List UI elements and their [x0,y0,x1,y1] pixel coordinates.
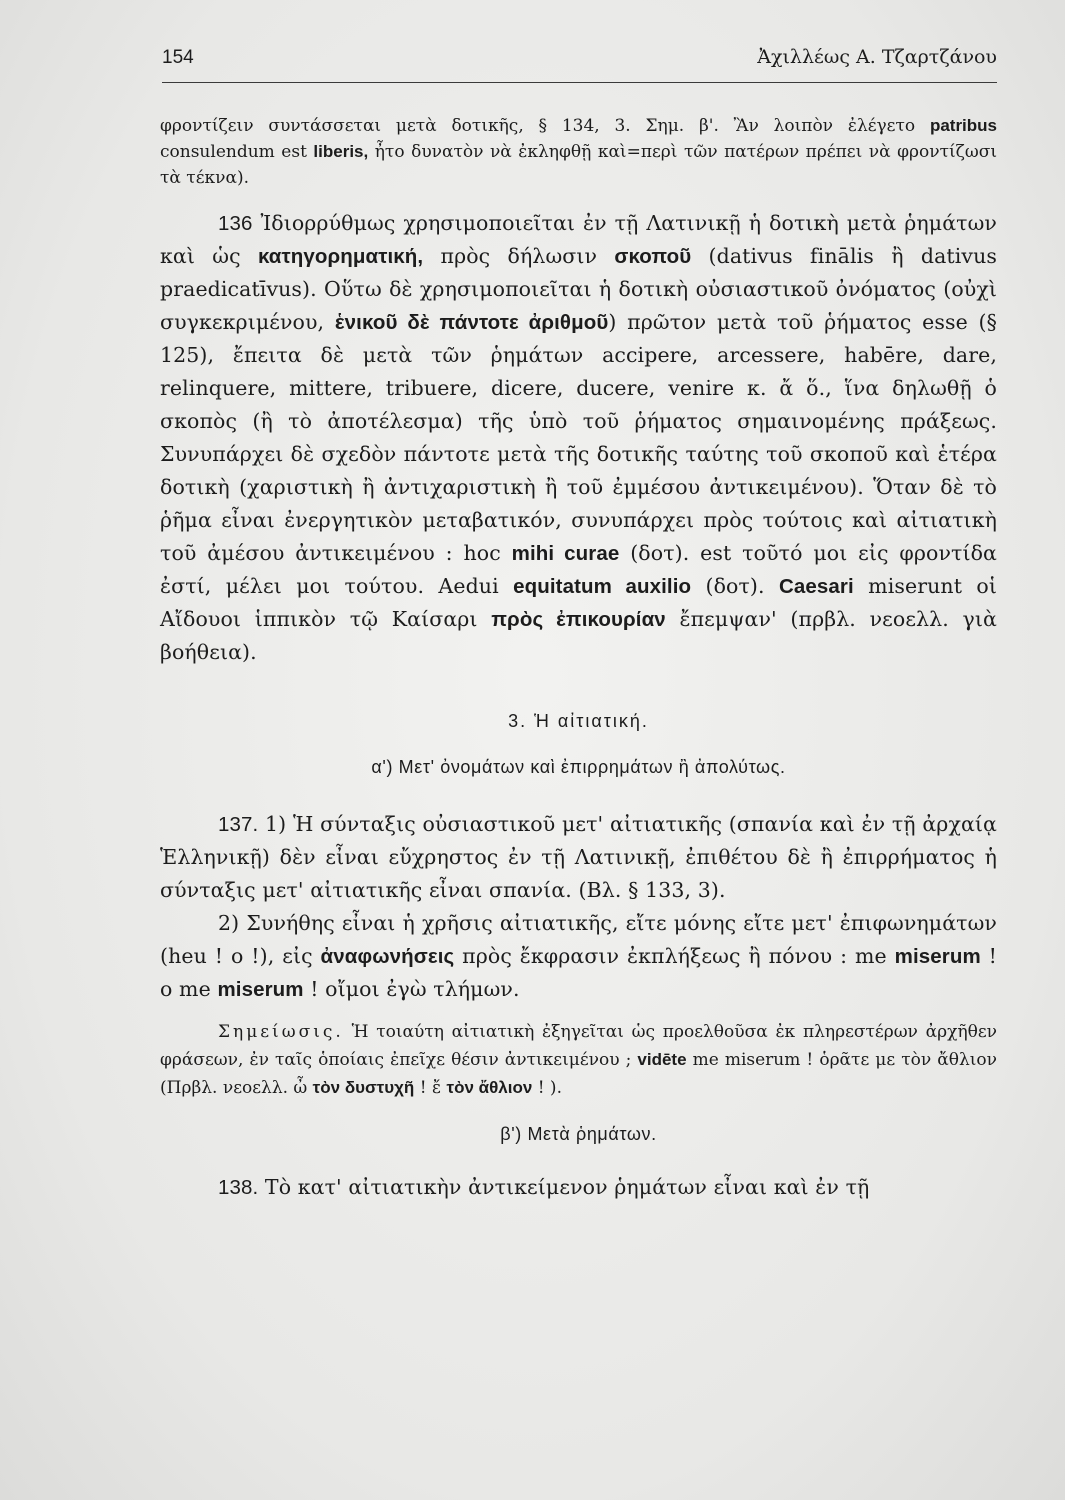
paragraph-number: 136 [218,212,253,235]
page-number: 154 [162,47,194,68]
paragraph-number: 138. [218,1176,259,1199]
paragraph-137: 137. 1) Ἡ σύνταξις οὐσιαστικοῦ μετ' αἰτιατικῆς (σπανία καὶ ἐν τῇ ἀρχαίᾳ Ἑλληνικῇ) δὲν εἶναι εὔχρηστος ἐν τῇ Λατινικῇ, ἐπιθέτου δὲ ἢ ἐπιρρήματος ἡ σύνταξις μετ' αἰτιατικῆς εἶναι σπανία. (Βλ. § 133, 3). [160,812,997,902]
page-header [162,46,997,83]
note-label: Σημείωσις. [218,1022,344,1042]
subsection-heading-b: β') Μετὰ ῥημάτων. [500,1124,657,1144]
paragraph-number: 137. [218,813,259,836]
subsection-heading-a: α') Μετ' ὀνομάτων καὶ ἐπιρρημάτων ἢ ἀπολύτως. [371,757,786,777]
paragraph-137-2: 2) Συνήθης εἶναι ἡ χρῆσις αἰτιατικῆς, εἴτε μόνης εἴτε μετ' ἐπιφωνημάτων (heu ! o !), εἰς ἀναφωνήσεις πρὸς ἔκφρασιν ἐκπλήξεως ἢ πόνου : me miserum ! o me miserum ! οἴμοι ἐγὼ τλήμων. [160,911,997,1001]
paragraph-136: 136 Ἰδιορρύθμως χρησιμοποιεῖται ἐν τῇ Λατινικῇ ἡ δοτικὴ μετὰ ῥημάτων καὶ ὡς κατηγορηματική, πρὸς δήλωσιν σκοποῦ (dativus finālis ἢ dativus praedicatīvus). Οὕτω δὲ χρησιμοποιεῖται ἡ δοτικὴ οὐσιαστικοῦ ὀνόματος (οὐχὶ συγκεκριμένου, ἑνικοῦ δὲ πάντοτε ἀριθμοῦ) πρῶτον μετὰ τοῦ ῥήματος esse (§ 125), ἔπειτα δὲ μετὰ τῶν ῥημάτων accipere, arcessere, habēre, dare, relinquere, mittere, tribuere, dicere, ducere, venire κ. ἄ ὅ., ἵνα δηλωθῇ ὁ σκοπὸς (ἢ τὸ ἀποτέλεσμα) τῆς ὑπὸ τοῦ ῥήματος σημαινομένης πράξεως. Συνυπάρχει δὲ σχεδὸν πάντοτε μετὰ τῆς δοτικῆς ταύτης τοῦ σκοποῦ καὶ ἑτέρα δοτικὴ (χαριστικὴ ἢ ἀντιχαριστικὴ ἢ τοῦ ἐμμέσου ἀντικειμένου). Ὅταν δὲ τὸ ῥῆμα εἶναι ἐνεργητικὸν μεταβατικόν, συνυπάρχει πρὸς τούτοις καὶ αἰτιατικὴ τοῦ ἀμέσου ἀντικειμένου : hoc mihi curae (δοτ). est τοῦτό μοι εἰς φροντίδα ἐστί, μέλει μοι τούτου. Aedui equitatum auxilio (δοτ). Caesari miserunt οἱ Αἴδουοι ἱππικὸν τῷ Καίσαρι πρὸς ἐπικουρίαν ἔπεμψαν' (πρβλ. νεοελλ. γιὰ βοήθεια). [160,211,997,664]
paragraph-continuation: φροντίζειν συντάσσεται μετὰ δοτικῆς, § 134, 3. Σημ. β'. Ἂν λοιπὸν ἐλέγετο patribus consulendum est liberis, ἦτο δυνατὸν νὰ ἐκληφθῇ καὶ=περὶ τῶν πατέρων πρέπει νὰ φροντίζωσι τὰ τέκνα). [160,116,997,188]
running-title: Ἀχιλλέως Α. Τζαρτζάνου [757,46,997,68]
page-body [160,113,997,1204]
section-heading: 3. Ἡ αἰτιατική. [508,711,649,731]
note: Σημείωσις. Ἡ τοιαύτη αἰτιατικὴ ἐξηγεῖται ὡς προελθοῦσα ἐκ πληρεστέρων ἀρχῆθεν φράσεων, ἐν ταῖς ὁποίαις ἐπεῖχε θέσιν ἀντικειμένου ; vidēte me miserum ! ὁρᾶτε με τὸν ἄθλιον (Πρβλ. νεοελλ. ὦ τὸν δυστυχῆ ! ἔ τὸν ἄθλιον ! ). [160,1022,997,1098]
paragraph-138: 138. Τὸ κατ' αἰτιατικὴν ἀντικείμενον ῥημάτων εἶναι καὶ ἐν τῇ [218,1175,870,1199]
